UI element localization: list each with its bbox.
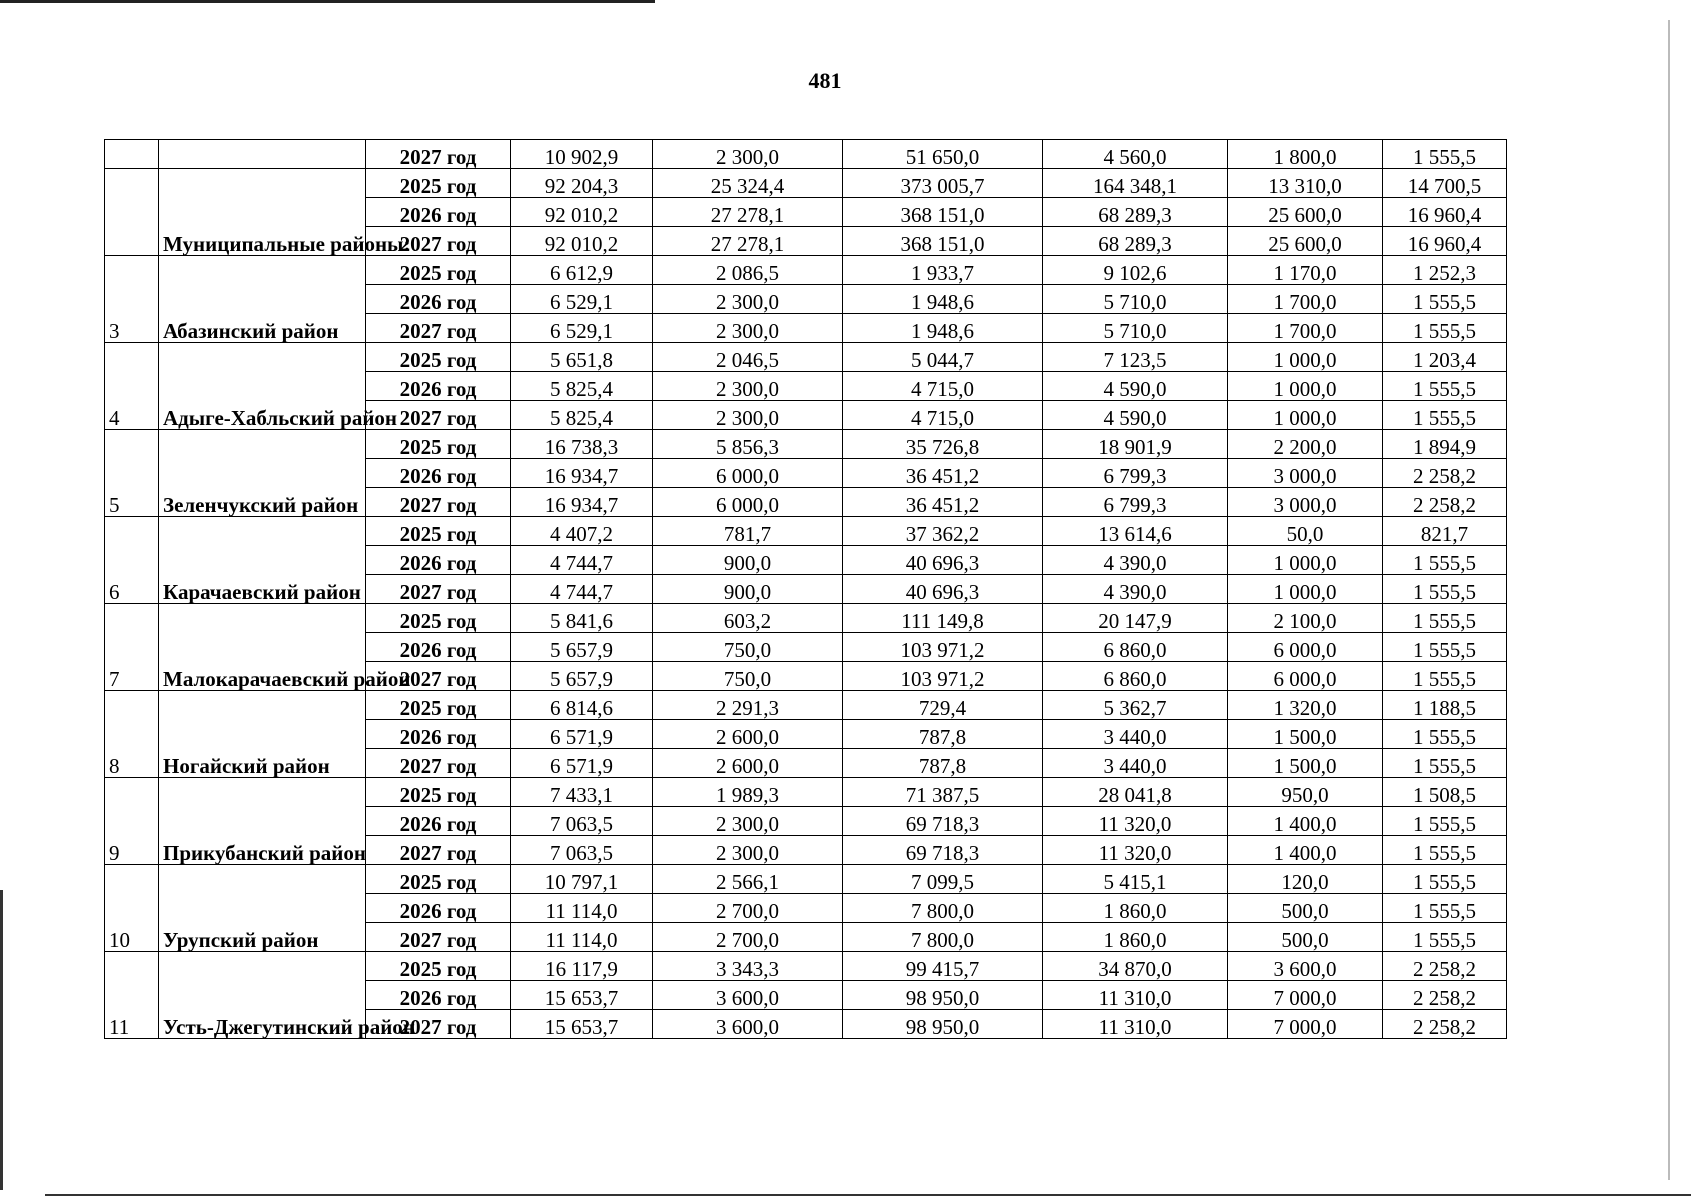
value-cell: 1 555,5 xyxy=(1383,546,1507,575)
value-cell: 40 696,3 xyxy=(843,575,1043,604)
row-number: 5 xyxy=(105,430,159,517)
value-cell: 98 950,0 xyxy=(843,1010,1043,1039)
value-cell: 1 555,5 xyxy=(1383,314,1507,343)
row-number: 9 xyxy=(105,778,159,865)
district-name: Ногайский район xyxy=(159,691,366,778)
value-cell: 5 657,9 xyxy=(511,633,653,662)
value-cell: 2 291,3 xyxy=(653,691,843,720)
value-cell: 5 044,7 xyxy=(843,343,1043,372)
value-cell: 2 258,2 xyxy=(1383,981,1507,1010)
value-cell: 2 258,2 xyxy=(1383,488,1507,517)
table-row xyxy=(105,430,1507,459)
value-cell: 729,4 xyxy=(843,691,1043,720)
table-row xyxy=(105,604,1507,633)
value-cell: 16 934,7 xyxy=(511,459,653,488)
value-cell: 4 744,7 xyxy=(511,546,653,575)
value-cell: 1 252,3 xyxy=(1383,256,1507,285)
value-cell: 16 960,4 xyxy=(1383,227,1507,256)
value-cell: 1 555,5 xyxy=(1383,836,1507,865)
value-cell: 7 063,5 xyxy=(511,836,653,865)
value-cell: 500,0 xyxy=(1228,923,1383,952)
value-cell: 92 204,3 xyxy=(511,169,653,198)
value-cell: 98 950,0 xyxy=(843,981,1043,1010)
district-name: Абазинский район xyxy=(159,256,366,343)
value-cell: 368 151,0 xyxy=(843,198,1043,227)
value-cell: 1 555,5 xyxy=(1383,865,1507,894)
value-cell: 1 555,5 xyxy=(1383,575,1507,604)
table-row xyxy=(105,140,1507,169)
value-cell: 7 063,5 xyxy=(511,807,653,836)
value-cell: 14 700,5 xyxy=(1383,169,1507,198)
value-cell: 2 258,2 xyxy=(1383,1010,1507,1039)
value-cell: 10 902,9 xyxy=(511,140,653,169)
year-cell: 2027 год xyxy=(366,1010,511,1039)
value-cell: 2 100,0 xyxy=(1228,604,1383,633)
value-cell: 5 651,8 xyxy=(511,343,653,372)
value-cell: 28 041,8 xyxy=(1043,778,1228,807)
value-cell: 5 825,4 xyxy=(511,401,653,430)
year-cell: 2026 год xyxy=(366,981,511,1010)
table-row xyxy=(105,169,1507,198)
value-cell: 10 797,1 xyxy=(511,865,653,894)
value-cell: 787,8 xyxy=(843,720,1043,749)
page-number: 481 xyxy=(808,68,842,93)
value-cell: 103 971,2 xyxy=(843,662,1043,691)
value-cell: 2 258,2 xyxy=(1383,952,1507,981)
value-cell: 900,0 xyxy=(653,575,843,604)
row-number: 8 xyxy=(105,691,159,778)
year-cell: 2027 год xyxy=(366,227,511,256)
value-cell: 2 046,5 xyxy=(653,343,843,372)
value-cell: 2 300,0 xyxy=(653,836,843,865)
row-number xyxy=(105,169,159,256)
year-cell: 2027 год xyxy=(366,314,511,343)
value-cell: 750,0 xyxy=(653,633,843,662)
value-cell: 11 310,0 xyxy=(1043,1010,1228,1039)
year-cell: 2026 год xyxy=(366,633,511,662)
value-cell: 13 614,6 xyxy=(1043,517,1228,546)
value-cell: 3 600,0 xyxy=(1228,952,1383,981)
value-cell: 6 860,0 xyxy=(1043,662,1228,691)
value-cell: 950,0 xyxy=(1228,778,1383,807)
value-cell: 4 560,0 xyxy=(1043,140,1228,169)
value-cell: 4 590,0 xyxy=(1043,372,1228,401)
value-cell: 1 555,5 xyxy=(1383,662,1507,691)
value-cell: 1 000,0 xyxy=(1228,575,1383,604)
table-row xyxy=(105,517,1507,546)
value-cell: 6 860,0 xyxy=(1043,633,1228,662)
district-name: Усть-Джегутинский район xyxy=(159,952,366,1039)
value-cell: 2 300,0 xyxy=(653,401,843,430)
value-cell: 1 933,7 xyxy=(843,256,1043,285)
value-cell: 3 440,0 xyxy=(1043,720,1228,749)
value-cell: 368 151,0 xyxy=(843,227,1043,256)
year-cell: 2025 год xyxy=(366,343,511,372)
value-cell: 15 653,7 xyxy=(511,1010,653,1039)
value-cell: 1 989,3 xyxy=(653,778,843,807)
value-cell: 7 800,0 xyxy=(843,894,1043,923)
value-cell: 2 300,0 xyxy=(653,314,843,343)
value-cell: 6 000,0 xyxy=(653,488,843,517)
value-cell: 1 320,0 xyxy=(1228,691,1383,720)
scan-edge-top xyxy=(0,0,655,3)
value-cell: 6 529,1 xyxy=(511,285,653,314)
value-cell: 51 650,0 xyxy=(843,140,1043,169)
value-cell: 6 000,0 xyxy=(1228,662,1383,691)
district-name: Прикубанский район xyxy=(159,778,366,865)
value-cell: 1 508,5 xyxy=(1383,778,1507,807)
value-cell: 16 117,9 xyxy=(511,952,653,981)
year-cell: 2026 год xyxy=(366,720,511,749)
value-cell: 1 555,5 xyxy=(1383,401,1507,430)
value-cell: 36 451,2 xyxy=(843,488,1043,517)
value-cell: 2 258,2 xyxy=(1383,459,1507,488)
value-cell: 5 841,6 xyxy=(511,604,653,633)
year-cell: 2025 год xyxy=(366,604,511,633)
value-cell: 6 529,1 xyxy=(511,314,653,343)
row-number: 4 xyxy=(105,343,159,430)
value-cell: 1 555,5 xyxy=(1383,140,1507,169)
row-number: 3 xyxy=(105,256,159,343)
value-cell: 6 000,0 xyxy=(1228,633,1383,662)
value-cell: 3 343,3 xyxy=(653,952,843,981)
value-cell: 7 000,0 xyxy=(1228,1010,1383,1039)
value-cell: 4 715,0 xyxy=(843,372,1043,401)
value-cell: 20 147,9 xyxy=(1043,604,1228,633)
value-cell: 34 870,0 xyxy=(1043,952,1228,981)
value-cell: 1 000,0 xyxy=(1228,343,1383,372)
value-cell: 4 744,7 xyxy=(511,575,653,604)
value-cell: 1 500,0 xyxy=(1228,749,1383,778)
district-name: Адыге-Хабльский район xyxy=(159,343,366,430)
value-cell: 1 860,0 xyxy=(1043,894,1228,923)
value-cell: 69 718,3 xyxy=(843,807,1043,836)
row-number xyxy=(105,140,159,169)
year-cell: 2025 год xyxy=(366,430,511,459)
value-cell: 11 320,0 xyxy=(1043,807,1228,836)
year-cell: 2027 год xyxy=(366,575,511,604)
value-cell: 120,0 xyxy=(1228,865,1383,894)
value-cell: 2 600,0 xyxy=(653,720,843,749)
value-cell: 68 289,3 xyxy=(1043,198,1228,227)
value-cell: 1 555,5 xyxy=(1383,633,1507,662)
year-cell: 2026 год xyxy=(366,198,511,227)
value-cell: 2 600,0 xyxy=(653,749,843,778)
value-cell: 25 600,0 xyxy=(1228,227,1383,256)
value-cell: 603,2 xyxy=(653,604,843,633)
year-cell: 2026 год xyxy=(366,372,511,401)
value-cell: 3 000,0 xyxy=(1228,459,1383,488)
row-number: 10 xyxy=(105,865,159,952)
year-cell: 2026 год xyxy=(366,894,511,923)
district-name: Зеленчукский район xyxy=(159,430,366,517)
district-name: Урупский район xyxy=(159,865,366,952)
value-cell: 36 451,2 xyxy=(843,459,1043,488)
value-cell: 900,0 xyxy=(653,546,843,575)
value-cell: 5 710,0 xyxy=(1043,314,1228,343)
value-cell: 3 600,0 xyxy=(653,1010,843,1039)
district-name xyxy=(159,140,366,169)
year-cell: 2027 год xyxy=(366,749,511,778)
value-cell: 69 718,3 xyxy=(843,836,1043,865)
value-cell: 5 415,1 xyxy=(1043,865,1228,894)
table-row xyxy=(105,865,1507,894)
value-cell: 7 123,5 xyxy=(1043,343,1228,372)
value-cell: 25 600,0 xyxy=(1228,198,1383,227)
value-cell: 68 289,3 xyxy=(1043,227,1228,256)
value-cell: 373 005,7 xyxy=(843,169,1043,198)
value-cell: 6 612,9 xyxy=(511,256,653,285)
value-cell: 103 971,2 xyxy=(843,633,1043,662)
value-cell: 1 555,5 xyxy=(1383,372,1507,401)
value-cell: 111 149,8 xyxy=(843,604,1043,633)
value-cell: 1 555,5 xyxy=(1383,285,1507,314)
year-cell: 2025 год xyxy=(366,169,511,198)
value-cell: 16 960,4 xyxy=(1383,198,1507,227)
value-cell: 99 415,7 xyxy=(843,952,1043,981)
value-cell: 1 555,5 xyxy=(1383,807,1507,836)
value-cell: 1 860,0 xyxy=(1043,923,1228,952)
value-cell: 50,0 xyxy=(1228,517,1383,546)
value-cell: 4 590,0 xyxy=(1043,401,1228,430)
value-cell: 1 170,0 xyxy=(1228,256,1383,285)
year-cell: 2025 год xyxy=(366,256,511,285)
district-name: Малокарачаевский район xyxy=(159,604,366,691)
value-cell: 1 555,5 xyxy=(1383,923,1507,952)
value-cell: 7 099,5 xyxy=(843,865,1043,894)
value-cell: 37 362,2 xyxy=(843,517,1043,546)
value-cell: 7 433,1 xyxy=(511,778,653,807)
value-cell: 9 102,6 xyxy=(1043,256,1228,285)
value-cell: 16 934,7 xyxy=(511,488,653,517)
value-cell: 1 000,0 xyxy=(1228,401,1383,430)
value-cell: 781,7 xyxy=(653,517,843,546)
value-cell: 3 440,0 xyxy=(1043,749,1228,778)
district-name: Муниципальные районы: xyxy=(159,169,366,256)
table-body xyxy=(105,140,1507,1039)
value-cell: 2 300,0 xyxy=(653,140,843,169)
value-cell: 2 300,0 xyxy=(653,807,843,836)
value-cell: 5 657,9 xyxy=(511,662,653,691)
value-cell: 5 856,3 xyxy=(653,430,843,459)
value-cell: 6 571,9 xyxy=(511,749,653,778)
value-cell: 11 114,0 xyxy=(511,894,653,923)
value-cell: 1 000,0 xyxy=(1228,546,1383,575)
value-cell: 15 653,7 xyxy=(511,981,653,1010)
value-cell: 4 390,0 xyxy=(1043,546,1228,575)
year-cell: 2027 год xyxy=(366,140,511,169)
year-cell: 2025 год xyxy=(366,952,511,981)
value-cell: 13 310,0 xyxy=(1228,169,1383,198)
district-name: Карачаевский район xyxy=(159,517,366,604)
budget-table xyxy=(104,139,1507,1039)
value-cell: 787,8 xyxy=(843,749,1043,778)
value-cell: 6 799,3 xyxy=(1043,459,1228,488)
value-cell: 2 700,0 xyxy=(653,923,843,952)
year-cell: 2027 год xyxy=(366,488,511,517)
year-cell: 2025 год xyxy=(366,778,511,807)
scan-edge-left xyxy=(0,890,3,1190)
value-cell: 7 800,0 xyxy=(843,923,1043,952)
value-cell: 1 400,0 xyxy=(1228,836,1383,865)
value-cell: 2 200,0 xyxy=(1228,430,1383,459)
value-cell: 25 324,4 xyxy=(653,169,843,198)
value-cell: 6 000,0 xyxy=(653,459,843,488)
year-cell: 2026 год xyxy=(366,546,511,575)
row-number: 11 xyxy=(105,952,159,1039)
value-cell: 7 000,0 xyxy=(1228,981,1383,1010)
value-cell: 1 555,5 xyxy=(1383,720,1507,749)
row-number: 7 xyxy=(105,604,159,691)
value-cell: 750,0 xyxy=(653,662,843,691)
table-row xyxy=(105,343,1507,372)
value-cell: 1 500,0 xyxy=(1228,720,1383,749)
value-cell: 18 901,9 xyxy=(1043,430,1228,459)
value-cell: 500,0 xyxy=(1228,894,1383,923)
value-cell: 6 799,3 xyxy=(1043,488,1228,517)
value-cell: 821,7 xyxy=(1383,517,1507,546)
value-cell: 1 203,4 xyxy=(1383,343,1507,372)
scan-edge-bottom xyxy=(45,1194,1691,1196)
year-cell: 2027 год xyxy=(366,662,511,691)
value-cell: 16 738,3 xyxy=(511,430,653,459)
year-cell: 2026 год xyxy=(366,459,511,488)
value-cell: 1 555,5 xyxy=(1383,749,1507,778)
value-cell: 5 362,7 xyxy=(1043,691,1228,720)
year-cell: 2025 год xyxy=(366,517,511,546)
table-row xyxy=(105,952,1507,981)
value-cell: 1 894,9 xyxy=(1383,430,1507,459)
value-cell: 1 188,5 xyxy=(1383,691,1507,720)
value-cell: 6 814,6 xyxy=(511,691,653,720)
value-cell: 1 400,0 xyxy=(1228,807,1383,836)
year-cell: 2027 год xyxy=(366,836,511,865)
value-cell: 1 555,5 xyxy=(1383,894,1507,923)
value-cell: 4 715,0 xyxy=(843,401,1043,430)
year-cell: 2025 год xyxy=(366,691,511,720)
value-cell: 4 407,2 xyxy=(511,517,653,546)
value-cell: 5 825,4 xyxy=(511,372,653,401)
value-cell: 6 571,9 xyxy=(511,720,653,749)
value-cell: 27 278,1 xyxy=(653,198,843,227)
value-cell: 71 387,5 xyxy=(843,778,1043,807)
value-cell: 35 726,8 xyxy=(843,430,1043,459)
value-cell: 164 348,1 xyxy=(1043,169,1228,198)
row-number: 6 xyxy=(105,517,159,604)
year-cell: 2026 год xyxy=(366,807,511,836)
year-cell: 2026 год xyxy=(366,285,511,314)
value-cell: 92 010,2 xyxy=(511,198,653,227)
table-row xyxy=(105,691,1507,720)
value-cell: 2 300,0 xyxy=(653,285,843,314)
year-cell: 2025 год xyxy=(366,865,511,894)
year-cell: 2027 год xyxy=(366,401,511,430)
value-cell: 1 555,5 xyxy=(1383,604,1507,633)
year-cell: 2027 год xyxy=(366,923,511,952)
value-cell: 5 710,0 xyxy=(1043,285,1228,314)
value-cell: 11 320,0 xyxy=(1043,836,1228,865)
value-cell: 2 300,0 xyxy=(653,372,843,401)
value-cell: 92 010,2 xyxy=(511,227,653,256)
value-cell: 1 800,0 xyxy=(1228,140,1383,169)
value-cell: 2 086,5 xyxy=(653,256,843,285)
value-cell: 40 696,3 xyxy=(843,546,1043,575)
value-cell: 3 000,0 xyxy=(1228,488,1383,517)
value-cell: 1 000,0 xyxy=(1228,372,1383,401)
scan-edge-right xyxy=(1668,20,1670,1180)
value-cell: 2 700,0 xyxy=(653,894,843,923)
table-row xyxy=(105,256,1507,285)
value-cell: 11 114,0 xyxy=(511,923,653,952)
table-row xyxy=(105,778,1507,807)
value-cell: 1 948,6 xyxy=(843,285,1043,314)
value-cell: 4 390,0 xyxy=(1043,575,1228,604)
value-cell: 27 278,1 xyxy=(653,227,843,256)
value-cell: 1 948,6 xyxy=(843,314,1043,343)
value-cell: 3 600,0 xyxy=(653,981,843,1010)
value-cell: 11 310,0 xyxy=(1043,981,1228,1010)
value-cell: 2 566,1 xyxy=(653,865,843,894)
value-cell: 1 700,0 xyxy=(1228,285,1383,314)
value-cell: 1 700,0 xyxy=(1228,314,1383,343)
